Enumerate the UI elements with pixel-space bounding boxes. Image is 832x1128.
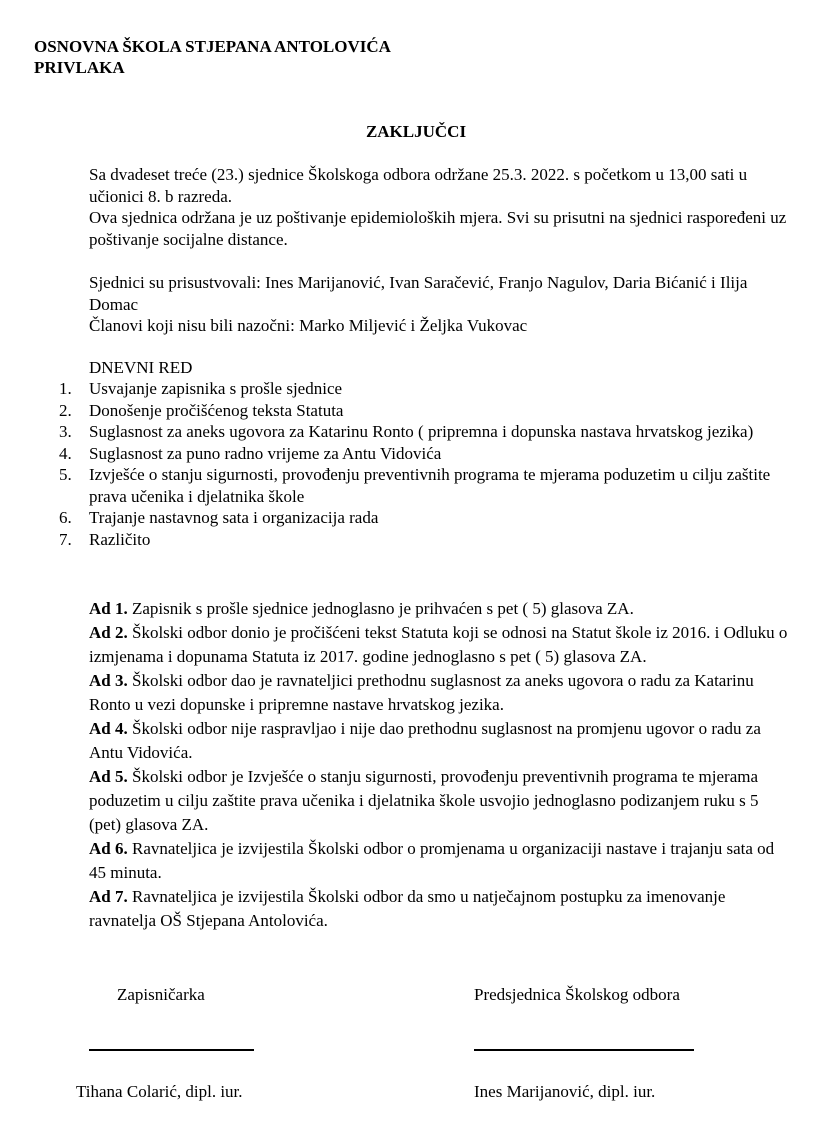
agenda-item-number: 5. xyxy=(59,465,72,484)
agenda-item xyxy=(55,443,795,465)
agenda-item-text: Različito xyxy=(89,529,151,549)
agenda-item xyxy=(55,464,795,507)
agenda-item xyxy=(55,529,795,551)
conclusion-label: Ad 5. xyxy=(89,767,128,786)
agenda-item-text: Suglasnost za aneks ugovora za Katarinu Ronto ( pripremna i dopunska nastava hrvatskog jezika) xyxy=(89,422,754,441)
agenda-item xyxy=(55,507,795,529)
agenda-item-number: 2. xyxy=(59,400,72,420)
agenda-item-number: 1. xyxy=(59,379,72,398)
conclusion-text: Školski odbor donio je pročišćeni tekst Statuta koji se odnosi na Statut škole iz 2016. i Odluku o izmjenama i dopunama Statuta iz 2017. godine jednoglasno s pet ( 5) glasova ZA. xyxy=(89,623,788,666)
conclusion-label: Ad 6. xyxy=(89,839,128,858)
agenda-item-text: Trajanje nastavnog sata i organizacija rada xyxy=(89,508,379,527)
signature-role-recorder: Zapisničarka xyxy=(117,985,205,1004)
signature-name-recorder: Tihana Colarić, dipl. iur. xyxy=(76,1082,243,1101)
agenda-item-text: Usvajanje zapisnika s prošle sjednice xyxy=(89,379,343,398)
conclusion-item xyxy=(89,837,789,885)
conclusion-text: Zapisnik s prošle sjednice jednoglasno je prihvaćen s pet ( 5) glasova ZA. xyxy=(131,599,634,618)
signature-line-right xyxy=(474,1049,694,1051)
conclusion-item xyxy=(89,717,789,765)
agenda-item-text: Izvješće o stanju sigurnosti, provođenju preventivnih programa te mjerama poduzetim u cilju zaštite prava učenika i djelatnika škole xyxy=(89,465,771,506)
intro-section xyxy=(89,164,789,250)
conclusion-item xyxy=(89,669,789,717)
agenda-item-text: Donošenje pročišćenog teksta Statuta xyxy=(89,400,344,420)
conclusion-label: Ad 7. xyxy=(89,887,128,906)
conclusion-item xyxy=(89,885,789,933)
signature-role-chair: Predsjednica Školskog odbora xyxy=(474,985,680,1004)
agenda-list xyxy=(55,378,795,550)
agenda-item-text: Suglasnost za puno radno vrijeme za Antu Vidovića xyxy=(89,443,442,463)
intro-session-info: Sa dvadeset treće (23.) sjednice Školskoga odbora održane 25.3. 2022. s početkom u 13,00 sati u učionici 8. b razreda. xyxy=(89,165,748,206)
agenda-item-number: 7. xyxy=(59,529,72,549)
signature-line-left xyxy=(89,1049,254,1051)
conclusion-label: Ad 4. xyxy=(89,719,128,738)
conclusion-label: Ad 2. xyxy=(89,623,128,642)
conclusions-section xyxy=(89,597,789,933)
agenda-item xyxy=(55,378,795,400)
intro-epidemic-note: Ova sjednica održana je uz poštivanje epidemioloških mjera. Svi su prisutni na sjednici raspoređeni uz poštivanje socijalne distance. xyxy=(89,208,787,249)
attendance-absent: Članovi koji nisu bili nazočni: Marko Miljević i Željka Vukovac xyxy=(89,316,528,335)
conclusion-text: Ravnateljica je izvijestila Školski odbor da smo u natječajnom postupku za imenovanje ravnatelja OŠ Stjepana Antolovića. xyxy=(89,887,726,930)
agenda-item-number: 3. xyxy=(59,422,72,441)
school-name: OSNOVNA ŠKOLA STJEPANA ANTOLOVIĆA xyxy=(34,37,391,56)
document-header xyxy=(34,36,391,78)
agenda-heading: DNEVNI RED xyxy=(89,358,193,377)
agenda-item-number: 6. xyxy=(59,508,72,527)
conclusion-text: Ravnateljica je izvijestila Školski odbor o promjenama u organizaciji nastave i trajanju sata od 45 minuta. xyxy=(89,839,775,882)
school-town: PRIVLAKA xyxy=(34,58,125,77)
agenda-item xyxy=(55,421,795,443)
conclusion-text: Školski odbor dao je ravnateljici prethodnu suglasnost za aneks ugovora o radu za Katarinu Ronto u vezi dopunske i pripremne nastave hrvatskog jezika. xyxy=(89,671,754,714)
agenda-item-number: 4. xyxy=(59,443,72,463)
document-title: ZAKLJUČCI xyxy=(365,122,467,141)
conclusion-text: Školski odbor nije raspravljao i nije dao prethodnu suglasnost na promjenu ugovor o radu za Antu Vidovića. xyxy=(89,719,761,762)
conclusion-item xyxy=(89,765,789,837)
conclusion-item xyxy=(89,621,789,669)
conclusion-label: Ad 1. xyxy=(89,599,128,618)
signature-name-chair: Ines Marijanović, dipl. iur. xyxy=(474,1082,656,1101)
conclusion-text: Školski odbor je Izvješće o stanju sigurnosti, provođenju preventivnih programa te mjerama poduzetim u cilju zaštite prava učenika i djelatnika škole usvojio jednoglasno podizanjem ruku s 5 (pet) glasova ZA. xyxy=(89,767,759,834)
attendance-section xyxy=(89,272,789,337)
agenda-item xyxy=(55,400,795,422)
attendance-present: Sjednici su prisustvovali: Ines Marijanović, Ivan Saračević, Franjo Nagulov, Daria Bićanić i Ilija Domac xyxy=(89,273,748,314)
conclusion-item xyxy=(89,597,789,621)
conclusion-label: Ad 3. xyxy=(89,671,128,690)
